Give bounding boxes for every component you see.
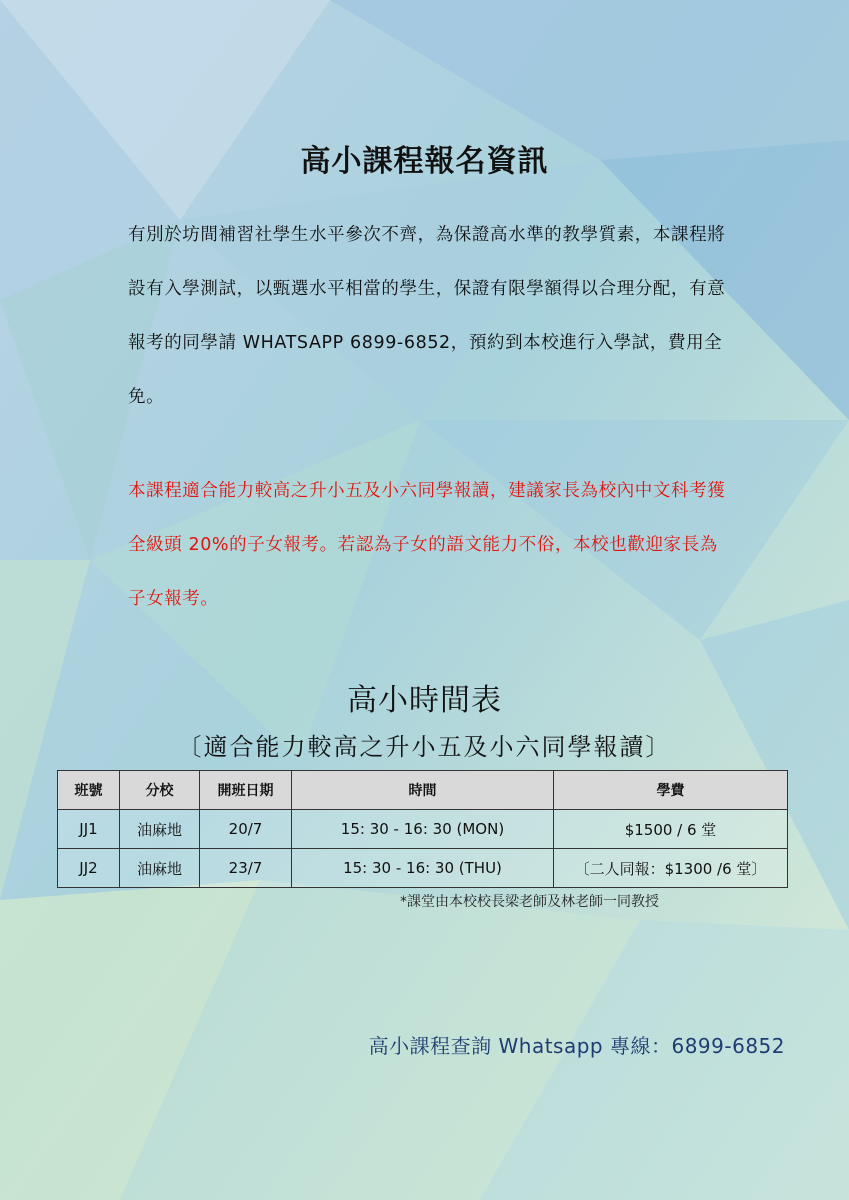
- cell-time: 15: 30 - 16: 30 (THU): [292, 849, 554, 888]
- notice-paragraph: 本課程適合能力較高之升小五及小六同學報讀，建議家長為校內中文科考獲全級頭 20%的子女報考。若認為子女的語文能力不俗，本校也歡迎家長為子女報考。: [128, 481, 726, 609]
- schedule-subtitle: 〔適合能力較高之升小五及小六同學報讀〕: [177, 733, 672, 761]
- cell-fee-main: $1500 / 6 堂: [554, 810, 788, 849]
- table-row: [58, 810, 788, 849]
- schedule-title: 高小時間表: [347, 683, 502, 718]
- cell-class-no: JJ1: [58, 810, 120, 849]
- schedule-table: [57, 770, 788, 888]
- cell-branch: 油麻地: [120, 849, 200, 888]
- cell-fee-note: 〔二人同報：$1300 /6 堂〕: [554, 849, 788, 888]
- cell-start-date: 23/7: [200, 849, 292, 888]
- table-row: [58, 849, 788, 888]
- header-fee: 學費: [554, 771, 788, 810]
- cell-time: 15: 30 - 16: 30 (MON): [292, 810, 554, 849]
- header-start-date: 開班日期: [200, 771, 292, 810]
- header-class-no: 班號: [58, 771, 120, 810]
- intro-paragraph: 有別於坊間補習社學生水平參次不齊，為保證高水準的教學質素，本課程將設有入學測試，以甄選水平相當的學生，保證有限學額得以合理分配，有意報考的同學請 WHATSAPP 6899-6852，預約到本校進行入學試，費用全免。: [128, 225, 726, 407]
- header-branch: 分校: [120, 771, 200, 810]
- cell-start-date: 20/7: [200, 810, 292, 849]
- cell-branch: 油麻地: [120, 810, 200, 849]
- page-title: 高小課程報名資訊: [300, 144, 549, 179]
- teacher-footnote: *課堂由本校校長梁老師及林老師一同教授: [400, 894, 659, 910]
- whatsapp-enquiry-line: 高小課程查詢 Whatsapp 專線：6899-6852: [368, 1034, 785, 1058]
- cell-class-no: JJ2: [58, 849, 120, 888]
- header-time: 時間: [292, 771, 554, 810]
- table-header-row: [58, 771, 788, 810]
